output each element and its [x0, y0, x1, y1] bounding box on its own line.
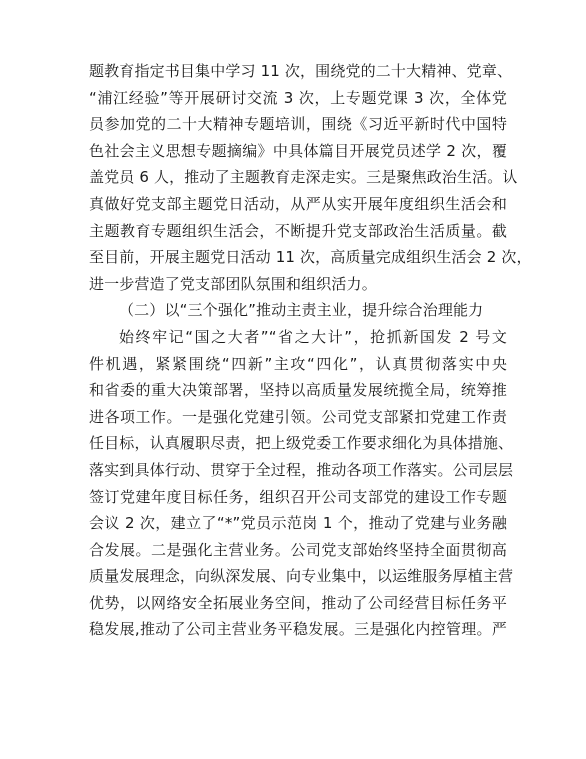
body-text-line: 优势，以网络安全拓展业务空间，推动了公司经营目标任务平: [89, 593, 507, 612]
body-text-line: 落实到具体行动、贯穿于全过程，推动各项工作落实。公司层层: [89, 460, 514, 479]
document-page: [89, 60, 532, 645]
body-text-line: 质量发展理念，向纵深发展、向专业集中，以运维服务厚植主营: [89, 567, 514, 586]
body-text-line: 主题教育专题组织生活会，不断提升党支部政治生活质量。截: [89, 221, 507, 240]
body-text-line: 真做好党支部主题党日活动，从严从实开展年度组织生活会和: [89, 194, 507, 213]
body-text-line: 色社会主义思想专题摘编》中具体篇目开展党员述学 2 次，覆: [89, 141, 507, 160]
body-text-line: 稳发展,推动了公司主营业务平稳发展。三是强化内控管理。严: [89, 620, 507, 639]
body-text-line: “浦江经验”等开展研讨交流 3 次，上专题党课 3 次，全体党: [89, 88, 507, 107]
body-text-line: 和省委的重大决策部署，坚持以高质量发展统揽全局，统筹推: [89, 381, 507, 400]
body-text-line: 合发展。二是强化主营业务。公司党支部始终坚持全面贯彻高: [89, 540, 507, 559]
body-text-line: 员参加党的二十大精神专题培训，围绕《习近平新时代中国特: [89, 115, 507, 134]
body-text-line: 至目前，开展主题党日活动 11 次，高质量完成组织生活会 2 次，: [89, 248, 532, 267]
body-text-line: 盖党员 6 人，推动了主题教育走深走实。三是聚焦政治生活。认: [89, 168, 518, 187]
body-text-line: 始终牢记“国之大者”“省之大计”，抢抓新国发 2 号文: [119, 327, 507, 346]
body-text-line: 任目标，认真履职尽责，把上级党委工作要求细化为具体措施、: [89, 434, 514, 453]
body-text-line: 题教育指定书目集中学习 11 次，围绕党的二十大精神、党章、: [89, 62, 513, 80]
body-text-line: 进一步营造了党支部团队氛围和组织活力。: [89, 274, 377, 293]
body-text-line: 签订党建年度目标任务，组织召开公司支部党的建设工作专题: [89, 487, 507, 506]
body-text-line: 进各项工作。一是强化党建引领。公司党支部紧扣党建工作责: [89, 407, 507, 426]
body-text-line: （二）以“三个强化”推动主责主业，提升综合治理能力: [119, 301, 484, 320]
body-text-line: 会议 2 次，建立了“*”党员示范岗 1 个，推动了党建与业务融: [89, 514, 507, 533]
body-text-line: 件机遇，紧紧围绕“四新”主攻“四化”，认真贯彻落实中央: [89, 354, 507, 373]
